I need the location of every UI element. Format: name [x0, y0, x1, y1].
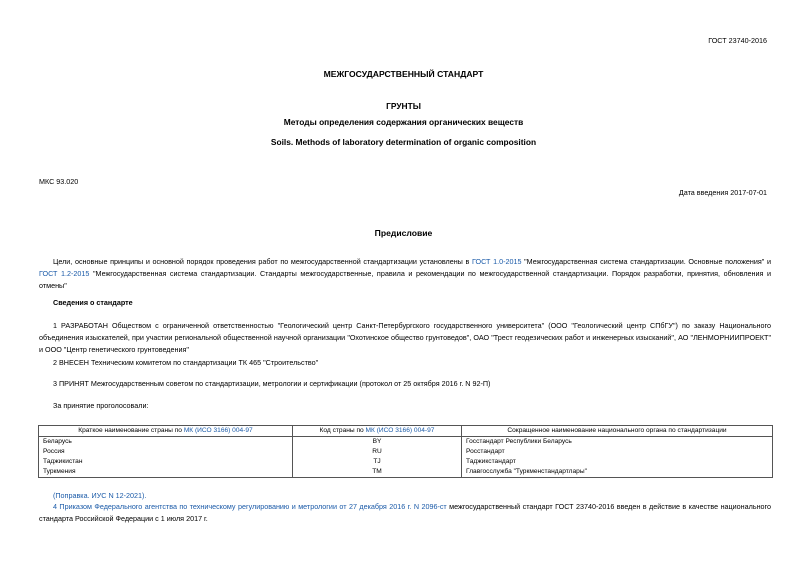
header-text: Код страны по — [319, 427, 366, 434]
code-cell: TM — [293, 467, 462, 478]
foreword-paragraph — [39, 256, 771, 292]
title-main: ГРУНТЫ — [386, 101, 421, 111]
code-cell: TJ — [293, 457, 462, 467]
foreword-text: "Межгосударственная система стандартизации. Основные положения" и — [521, 257, 771, 266]
gost-1-2-link[interactable]: ГОСТ 1.2-2015 — [39, 269, 90, 278]
item-4-text: межгосударственный стандарт ГОСТ 23740-2016 введен в действие в качестве национального стандарта Российской Федерации с 1 июля 2017 г. — [39, 502, 772, 523]
body-cell: Таджикстандарт — [462, 457, 773, 467]
voting-table — [38, 425, 773, 478]
body-cell: Госстандарт Республики Беларусь — [462, 437, 773, 448]
item-3-adopted: 3 ПРИНЯТ Межгосударственным советом по стандартизации, метрологии и сертификации (протокол от 25 октября 2016 г. N 92-П) — [53, 379, 491, 388]
mks-code: МКС 93.020 — [39, 177, 79, 186]
title-russian: Методы определения содержания органических веществ — [283, 117, 524, 127]
introduction-date: Дата введения 2017-07-01 — [678, 188, 767, 197]
title-english: Soils. Methods of laboratory determination of organic composition — [270, 137, 537, 147]
country-cell: Туркмения — [39, 467, 293, 478]
country-cell: Россия — [39, 447, 293, 457]
table-row — [39, 437, 773, 448]
standard-type: МЕЖГОСУДАРСТВЕННЫЙ СТАНДАРТ — [323, 69, 484, 79]
order-link[interactable]: 4 Приказом Федерального агентства по техническому регулированию и метрологии от 27 декабря 2016 г. N 2096-ст — [53, 502, 447, 511]
body-cell: Росстандарт — [462, 447, 773, 457]
table-row — [39, 467, 773, 478]
mk-iso-link[interactable]: МК (ИСО 3166) 004-97 — [365, 427, 435, 434]
table-header-row — [39, 426, 773, 437]
item-4-enacted — [39, 501, 771, 525]
table-row — [39, 457, 773, 467]
code-cell: RU — [293, 447, 462, 457]
voted-label: За принятие проголосовали: — [53, 401, 149, 410]
header-text: Краткое наименование страны по — [78, 427, 184, 434]
country-cell: Таджикистан — [39, 457, 293, 467]
gost-1-0-link[interactable]: ГОСТ 1.0-2015 — [472, 257, 522, 266]
document-number: ГОСТ 23740-2016 — [708, 36, 767, 45]
table-row — [39, 447, 773, 457]
column-header-body: Сокращенное наименование национального органа по стандартизации — [462, 426, 773, 437]
foreword-heading: Предисловие — [374, 228, 433, 238]
foreword-text: "Межгосударственная система стандартизации. Стандарты межгосударственные, правила и рекомендации по межгосударственной стандартизации. Порядок разработки, принятия, обновления и отмены" — [39, 269, 771, 290]
amendment-link[interactable]: (Поправка. ИУС N 12-2021). — [53, 491, 147, 500]
item-2-submitted: 2 ВНЕСЕН Техническим комитетом по стандартизации ТК 465 "Строительство" — [53, 358, 319, 367]
mk-iso-link[interactable]: МК (ИСО 3166) 004-97 — [183, 427, 253, 434]
foreword-text: Цели, основные принципы и основной порядок проведения работ по межгосударственной стандартизации установлены в — [53, 257, 472, 266]
body-cell: Главгосслужба "Туркменстандартлары" — [462, 467, 773, 478]
country-cell: Беларусь — [39, 437, 293, 448]
column-header-country — [39, 426, 293, 437]
column-header-code — [293, 426, 462, 437]
standard-info-heading: Сведения о стандарте — [53, 298, 133, 307]
item-1-developed: 1 РАЗРАБОТАН Обществом с ограниченной ответственностью "Геологический центр Санкт-Петербургского государственного университета" (ООО "Геологический центр СПбГУ") по заказу Национального объединения изыскателей, при участии региональной общественной научной организации "Охотинское общество грунтоведов", ОАО "Трест геодезических работ и инженерных изысканий", АО "ЛЕНМОРНИИПРОЕКТ" и ООО "Центр генетического грунтоведения" — [39, 321, 771, 354]
code-cell: BY — [293, 437, 462, 448]
